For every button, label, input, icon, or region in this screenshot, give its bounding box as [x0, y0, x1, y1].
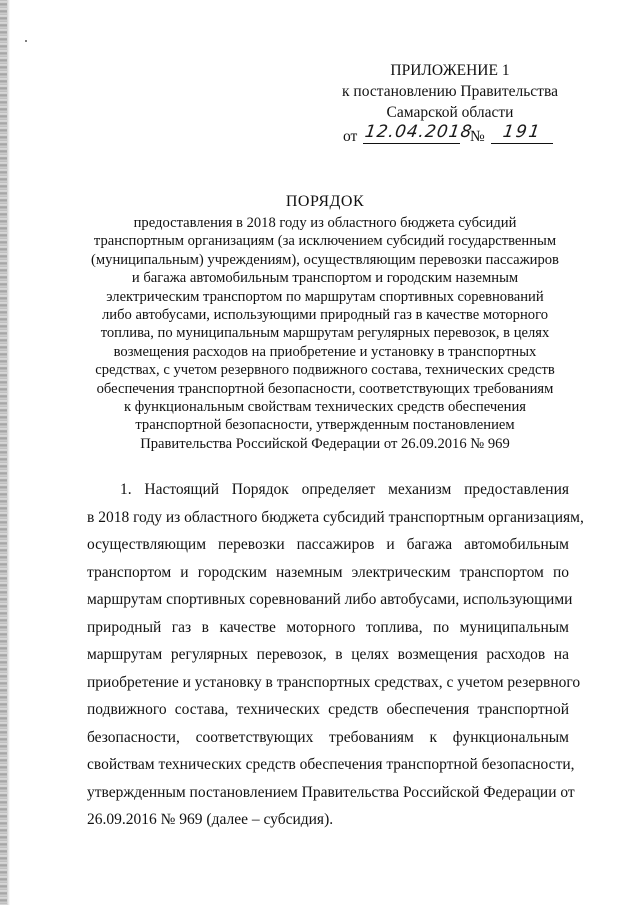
paragraph-line: в 2018 году из областного бюджета субсидий транспортным организациям, [87, 508, 584, 526]
handwritten-date: 12.04.2018 [363, 122, 474, 142]
paragraph-line: приобретение и установку в транспортных средствах, с учетом резервного [87, 673, 581, 691]
paragraph-line: утвержденным постановлением Правительства Российской Федерации от [87, 783, 575, 801]
paragraph-line: подвижного состава, технических средств обеспечения транспортной [87, 701, 569, 718]
subtitle-line: топлива, по муниципальным маршрутам регулярных перевозок, в целях [100, 325, 550, 342]
date-underline [363, 143, 460, 144]
paragraph-line: 1. Настоящий Порядок определяет механизм предоставления [120, 481, 569, 498]
subtitle-line: транспортной безопасности, утвержденным постановлением [135, 417, 515, 434]
paragraph-line: 26.09.2016 № 969 (далее – субсидия). [87, 811, 334, 828]
subtitle-line: Правительства Российской Федерации от 26.09.2016 № 969 [140, 435, 510, 452]
paragraph-line: маршрутам регулярных перевозок, в целях возмещения расходов на [87, 646, 569, 663]
subtitle-line: транспортным организациям (за исключением субсидий государственным [93, 233, 557, 250]
number-underline [491, 143, 553, 144]
scan-speck [25, 40, 27, 42]
subtitle-line: либо автобусами, использующими природный газ в качестве моторного [101, 307, 548, 324]
subtitle-line: к функциональным свойствам технических средств обеспечения [124, 399, 526, 416]
paragraph-line: маршрутам спортивных соревнований либо автобусами, использующими [87, 591, 573, 608]
subtitle-line: предоставления в 2018 году из областного бюджета субсидий [133, 215, 517, 231]
paragraph-line: природный газ в качестве моторного топлива, по муниципальным [87, 618, 569, 636]
from-label: от [343, 128, 358, 145]
appendix-title: ПРИЛОЖЕНИЕ 1 [390, 62, 510, 79]
document-title: ПОРЯДОК [285, 193, 365, 210]
paragraph-line: безопасности, соответствующих требованиям к функциональным [87, 728, 569, 746]
paragraph-line: свойствам технических средств обеспечения транспортной безопасности, [87, 756, 575, 773]
paragraph-line: осуществляющим перевозки пассажиров и багажа автомобильным [87, 536, 569, 553]
handwritten-number: 191 [501, 122, 543, 142]
paragraph-line: транспортом и городским наземным электрическим транспортом по [87, 563, 569, 581]
subtitle-line: и багажа автомобильным транспортом и городским наземным [131, 270, 519, 287]
scan-edge-shadow [0, 0, 7, 905]
document-reference [343, 122, 603, 152]
subtitle-line: электрическим транспортом по маршрутам спортивных соревнований [106, 288, 544, 305]
document-subtitle [60, 214, 590, 453]
appendix-header [300, 60, 600, 123]
subtitle-line: (муниципальным) учреждениям), осуществляющим перевозки пассажиров [91, 251, 559, 268]
subtitle-line: средствах, с учетом резервного подвижного состава, технических средств [95, 362, 555, 379]
appendix-line-resolution: к постановлению Правительства [342, 83, 558, 100]
appendix-line-region: Самарской области [386, 104, 514, 121]
number-label: № [470, 128, 485, 145]
subtitle-line: возмещения расходов на приобретение и установку в транспортных [113, 343, 537, 360]
subtitle-line: обеспечения транспортной безопасности, соответствующих требованиям [96, 380, 554, 397]
scan-edge-gradient [7, 0, 10, 905]
paragraph-1 [87, 476, 584, 834]
